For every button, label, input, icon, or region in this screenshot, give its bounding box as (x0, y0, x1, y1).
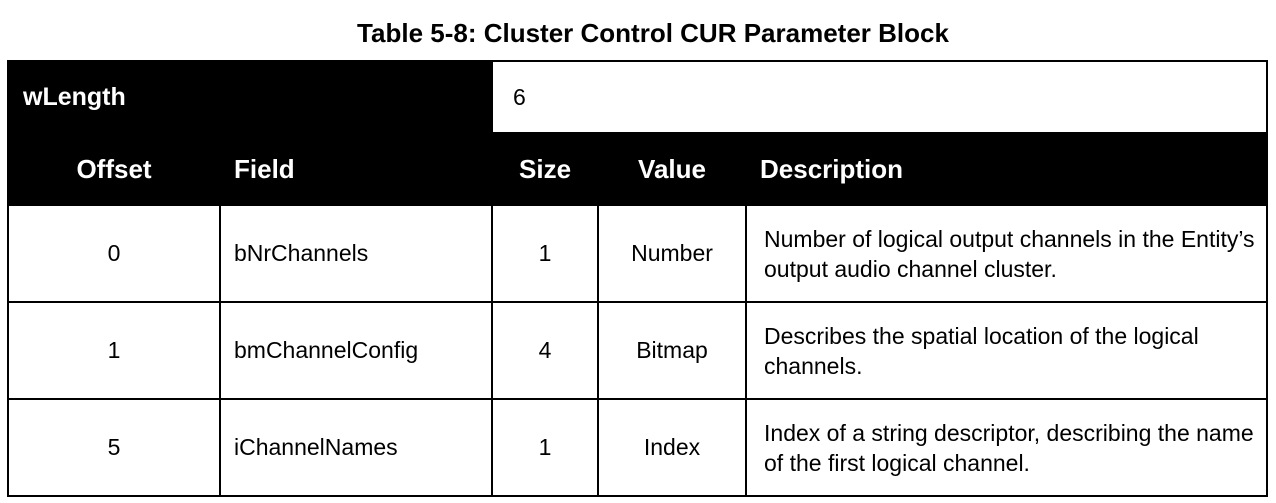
value-cell: Bitmap (598, 302, 746, 399)
field-cell: bmChannelConfig (220, 302, 492, 399)
table-caption: Table 5-8: Cluster Control CUR Parameter Block (357, 18, 949, 48)
wlength-label: wLength (8, 61, 492, 133)
size-cell: 1 (492, 205, 598, 302)
wlength-value: 6 (492, 61, 1267, 133)
description-cell: Index of a string descriptor, describing the name of the first logical channel. (746, 399, 1267, 496)
column-header-size: Size (492, 133, 598, 205)
table-row (8, 205, 1267, 302)
field-cell: bNrChannels (220, 205, 492, 302)
field-cell: iChannelNames (220, 399, 492, 496)
wlength-row (8, 61, 1267, 133)
offset-cell: 1 (8, 302, 220, 399)
column-header-value: Value (598, 133, 746, 205)
column-header-offset: Offset (8, 133, 220, 205)
header-row (8, 133, 1267, 205)
description-cell: Number of logical output channels in the Entity’s output audio channel cluster. (746, 205, 1267, 302)
value-cell: Number (598, 205, 746, 302)
value-cell: Index (598, 399, 746, 496)
size-cell: 1 (492, 399, 598, 496)
offset-cell: 5 (8, 399, 220, 496)
offset-cell: 0 (8, 205, 220, 302)
column-header-field: Field (220, 133, 492, 205)
size-cell: 4 (492, 302, 598, 399)
column-header-description: Description (746, 133, 1267, 205)
parameter-block-table (7, 60, 1268, 497)
table-row (8, 399, 1267, 496)
table-row (8, 302, 1267, 399)
description-cell: Describes the spatial location of the logical channels. (746, 302, 1267, 399)
